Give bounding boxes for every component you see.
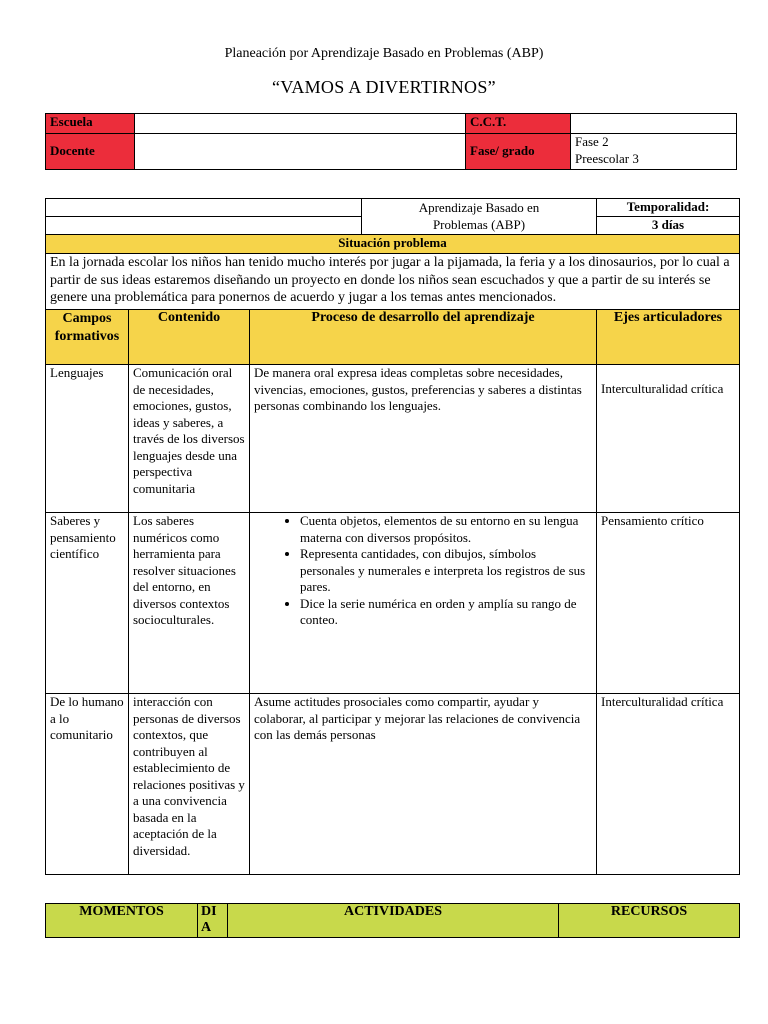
row3-proceso: Asume actitudes prosociales como compartir, ayudar y colaborar, al participar y mejorar las relaciones de convivencia con las demás personas (250, 694, 597, 875)
docente-label: Docente (46, 134, 135, 170)
temporalidad-value: 3 días (597, 217, 740, 235)
escuela-label: Escuela (46, 114, 135, 134)
row2-campo: Saberes y pensamiento científico (46, 513, 129, 694)
header-proceso: Proceso de desarrollo del aprendizaje (250, 310, 597, 365)
row3-ejes: Interculturalidad crítica (597, 694, 740, 875)
docente-value[interactable] (135, 134, 466, 170)
school-info-table (45, 113, 737, 170)
list-item: • Representa cantidades, con dibujos, símbolos personales y numerales e interpreta los registros de sus pares. (300, 546, 592, 596)
proceso-list (254, 513, 592, 629)
plan-blank-cell-2 (46, 217, 362, 235)
row3-campo: De lo humano a lo comunitario (46, 694, 129, 875)
row1-contenido: Comunicación oral de necesidades, emociones, gustos, ideas y saberes, a través de los diversos lenguajes desde una perspectiva comunitaria (129, 365, 250, 513)
row2-contenido: Los saberes numéricos como herramienta para resolver situaciones del entorno, en diversos contextos socioculturales. (129, 513, 250, 694)
situacion-text: En la jornada escolar los niños han tenido mucho interés por jugar a la pijamada, la feria y a los dinosaurios, por lo cual a partir de sus ideas estaremos diseñando un proyecto en donde los niños sean escuchados y que a partir de su interés se genere una problemática para ponernos de acuerdo y jugar a los temas antes mencionados. (46, 254, 740, 310)
abp-line1: Aprendizaje Basado en (418, 200, 540, 215)
table-row (46, 365, 740, 513)
plan-blank-cell (46, 199, 362, 217)
abp-cell (362, 199, 597, 235)
row1-campo: Lenguajes (46, 365, 129, 513)
row2-proceso (250, 513, 597, 694)
row3-contenido: interacción con personas de diversos contextos, que contribuyen al establecimiento de relaciones positivas y a una convivencia basada en la aceptación de la diversidad. (129, 694, 250, 875)
planning-table (45, 198, 740, 875)
fase-value-line2: Preescolar 3 (575, 150, 639, 166)
dia-header: DIA (198, 904, 228, 938)
fase-value-line1: Fase 2 (575, 134, 609, 149)
document-title: “VAMOS A DIVERTIRNOS” (272, 77, 496, 97)
momentos-header: MOMENTOS (46, 904, 198, 938)
row1-ejes: Interculturalidad crítica (597, 365, 740, 513)
header-ejes: Ejes articuladores (597, 310, 740, 365)
list-item: • Dice la serie numérica en orden y amplía su rango de conteo. (300, 596, 592, 629)
table-row (46, 694, 740, 875)
row1-proceso: De manera oral expresa ideas completas sobre necesidades, vivencias, emociones, gustos, preferencias y saberes a distintas personas combinando los lenguajes. (250, 365, 597, 513)
list-item: • Cuenta objetos, elementos de su entorno en su lengua materna con diversos propósitos. (300, 513, 592, 546)
fase-label: Fase/ grado (466, 134, 571, 170)
table-row (46, 513, 740, 694)
situacion-header: Situación problema (46, 235, 740, 254)
recursos-header: RECURSOS (559, 904, 740, 938)
row2-ejes: Pensamiento crítico (597, 513, 740, 694)
cct-label: C.C.T. (466, 114, 571, 134)
cct-value[interactable] (571, 114, 737, 134)
header-campos: Campos formativos (46, 310, 129, 365)
abp-line2: Problemas (ABP) (432, 216, 526, 232)
escuela-value[interactable] (135, 114, 466, 134)
temporalidad-label: Temporalidad: (597, 199, 740, 217)
document-subtitle: Planeación por Aprendizaje Basado en Problemas (ABP) (224, 46, 544, 61)
moments-table (45, 903, 740, 938)
header-contenido: Contenido (129, 310, 250, 365)
fase-value (571, 134, 737, 170)
actividades-header: ACTIVIDADES (228, 904, 559, 938)
